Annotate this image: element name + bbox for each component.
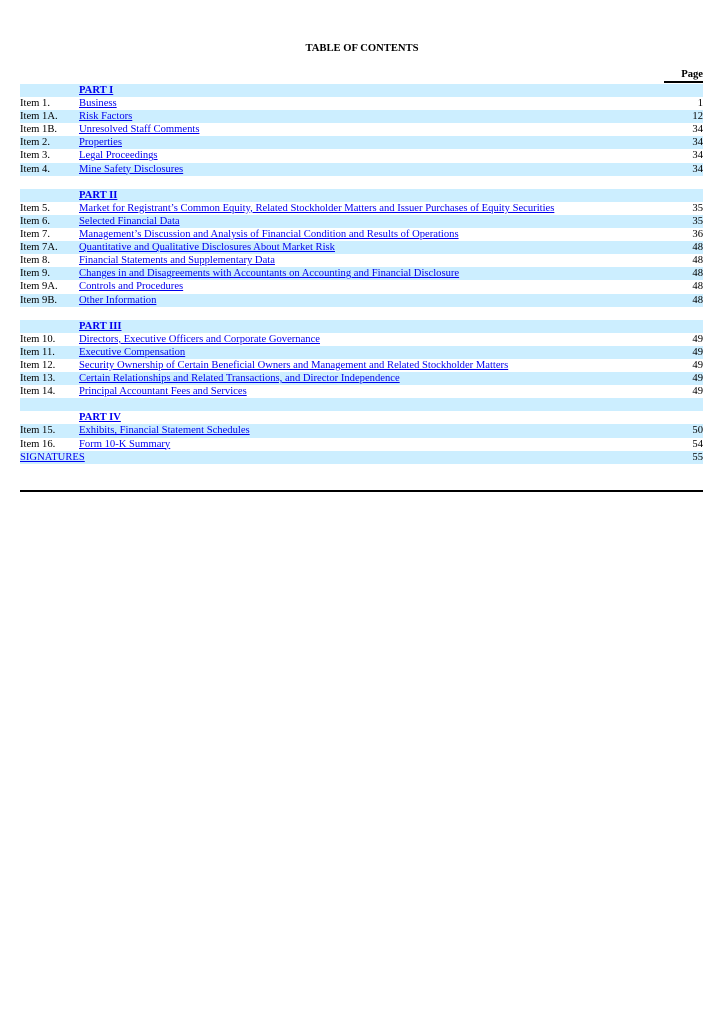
item-number: Item 9.	[20, 268, 51, 280]
toc-link[interactable]: Selected Financial Data	[79, 215, 180, 227]
toc-link[interactable]: Certain Relationships and Related Transactions, and Director Independence	[79, 373, 400, 385]
toc-row	[20, 359, 703, 372]
toc-row	[20, 254, 703, 267]
toc-title: TABLE OF CONTENTS	[305, 43, 419, 54]
page-number: 49	[692, 333, 703, 345]
item-number: Item 15.	[20, 425, 56, 437]
toc-row	[20, 202, 703, 215]
toc-row	[20, 333, 703, 346]
toc-link[interactable]: Risk Factors	[79, 111, 133, 123]
signatures-row	[20, 451, 703, 464]
item-number: Item 1.	[20, 98, 51, 110]
toc-link[interactable]: Properties	[79, 137, 122, 149]
part-row	[20, 411, 703, 424]
page-number: 50	[692, 425, 703, 437]
toc-link[interactable]: Controls and Procedures	[79, 281, 184, 293]
item-number: Item 11.	[20, 346, 55, 358]
toc-table	[20, 84, 703, 464]
toc-row	[20, 280, 703, 293]
item-number: Item 9B.	[20, 294, 58, 306]
toc-link[interactable]: Market for Registrant’s Common Equity, Related Stockholder Matters and Issuer Purchases of Equity Securities	[79, 202, 555, 214]
item-number: Item 1A.	[20, 111, 58, 123]
spacer-row	[20, 176, 703, 189]
item-number: Item 16.	[20, 438, 56, 450]
page-number: 48	[692, 255, 703, 267]
item-number: Item 9A.	[20, 281, 58, 293]
page-number: 49	[692, 359, 703, 371]
toc-row	[20, 123, 703, 136]
toc-link[interactable]: Quantitative and Qualitative Disclosures About Market Risk	[79, 242, 335, 254]
part-4-link[interactable]: PART IV	[79, 412, 121, 424]
page-column-header: Page	[664, 69, 703, 83]
item-number: Item 2.	[20, 137, 51, 149]
toc-row	[20, 267, 703, 280]
toc-row	[20, 228, 703, 241]
page-number: 34	[692, 137, 703, 149]
item-number: Item 4.	[20, 163, 51, 175]
toc-link[interactable]: Financial Statements and Supplementary Data	[79, 255, 275, 267]
item-number: Item 10.	[20, 333, 56, 345]
part-row	[20, 320, 703, 333]
item-number: Item 7A.	[20, 242, 58, 254]
item-number: Item 5.	[20, 202, 51, 214]
page-number: 49	[692, 386, 703, 398]
item-number: Item 1B.	[20, 124, 58, 136]
item-number: Item 3.	[20, 150, 51, 162]
toc-link[interactable]: Legal Proceedings	[79, 150, 158, 162]
toc-link[interactable]: Changes in and Disagreements with Accountants on Accounting and Financial Disclosure	[79, 268, 460, 280]
spacer-row	[20, 398, 703, 411]
page-number: 48	[692, 294, 703, 306]
toc-row	[20, 149, 703, 162]
part-2-link[interactable]: PART II	[79, 189, 118, 201]
part-3-link[interactable]: PART III	[79, 320, 122, 332]
toc-row	[20, 110, 703, 123]
toc-link[interactable]: Management’s Discussion and Analysis of Financial Condition and Results of Operations	[79, 229, 459, 241]
page-number: 35	[692, 215, 703, 227]
page-number: 48	[692, 268, 703, 280]
page-number: 48	[692, 242, 703, 254]
page-number: 1	[697, 98, 703, 110]
toc-row	[20, 438, 703, 451]
page-number: 49	[692, 346, 703, 358]
part-row	[20, 189, 703, 202]
toc-link[interactable]: Mine Safety Disclosures	[79, 163, 184, 175]
page-number: 55	[692, 451, 703, 463]
toc-link[interactable]: Form 10-K Summary	[79, 438, 171, 450]
toc-link[interactable]: Unresolved Staff Comments	[79, 124, 200, 136]
page-divider	[20, 490, 703, 492]
toc-link[interactable]: Principal Accountant Fees and Services	[79, 386, 247, 398]
page-number: 48	[692, 281, 703, 293]
page-number: 49	[692, 373, 703, 385]
item-number: Item 14.	[20, 386, 56, 398]
item-number: Item 6.	[20, 215, 51, 227]
toc-link[interactable]: Business	[79, 98, 117, 110]
page-number: 12	[692, 111, 703, 123]
page-number: 34	[692, 150, 703, 162]
toc-row	[20, 97, 703, 110]
item-number: Item 12.	[20, 359, 56, 371]
toc-row	[20, 372, 703, 385]
toc-row	[20, 294, 703, 307]
page-number: 35	[692, 202, 703, 214]
toc-row	[20, 241, 703, 254]
item-number: Item 7.	[20, 229, 51, 241]
page-number: 34	[692, 163, 703, 175]
toc-row	[20, 215, 703, 228]
part-row	[20, 84, 703, 97]
item-number: Item 8.	[20, 255, 51, 267]
toc-link[interactable]: Exhibits, Financial Statement Schedules	[79, 425, 250, 437]
toc-row	[20, 424, 703, 437]
signatures-link[interactable]: SIGNATURES	[20, 451, 85, 463]
toc-row	[20, 346, 703, 359]
toc-link[interactable]: Executive Compensation	[79, 346, 186, 358]
page-number: 34	[692, 124, 703, 136]
toc-row	[20, 136, 703, 149]
toc-row	[20, 385, 703, 398]
toc-link[interactable]: Other Information	[79, 294, 157, 306]
toc-link[interactable]: Directors, Executive Officers and Corporate Governance	[79, 333, 321, 345]
spacer-row	[20, 307, 703, 320]
toc-link[interactable]: Security Ownership of Certain Beneficial Owners and Management and Related Stockholder Matters	[79, 359, 509, 371]
page-number: 36	[692, 229, 703, 241]
toc-row	[20, 163, 703, 176]
part-1-link[interactable]: PART I	[79, 85, 114, 96]
page-number: 54	[692, 438, 703, 450]
item-number: Item 13.	[20, 373, 56, 385]
